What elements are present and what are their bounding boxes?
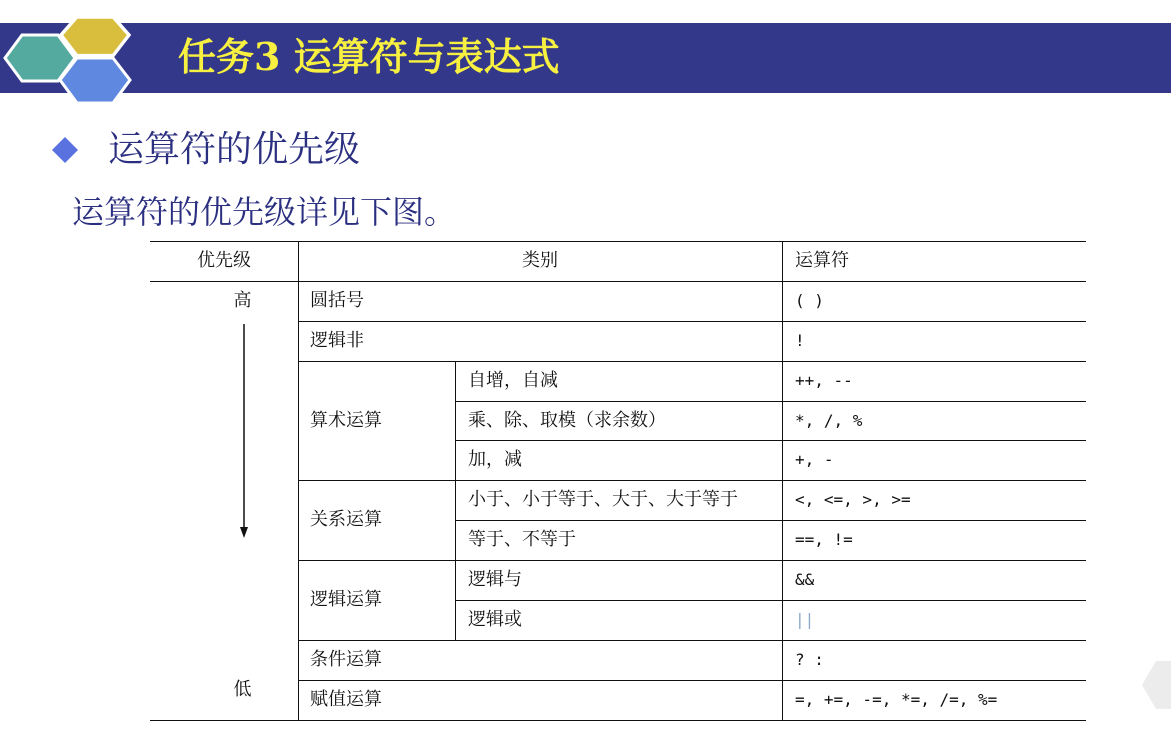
category-cell: 关系运算 xyxy=(310,509,382,530)
subcategory-cell: 加，减 xyxy=(468,449,522,470)
category-cell: 逻辑运算 xyxy=(310,589,382,610)
category-cell: 赋值运算 xyxy=(310,689,382,710)
diamond-bullet-icon xyxy=(52,137,78,163)
priority-low-label: 低 xyxy=(233,679,252,700)
hexagon-logo-icon xyxy=(0,0,145,110)
section-description: 运算符的优先级详见下图。 xyxy=(72,193,457,231)
operator-cell: && xyxy=(795,570,815,589)
category-cell: 逻辑非 xyxy=(310,330,364,351)
priority-high-label: 高 xyxy=(233,290,252,311)
operator-cell: =, +=, -=, *=, /=, %= xyxy=(795,690,998,709)
title-banner xyxy=(0,23,1171,93)
subcategory-cell: 逻辑与 xyxy=(468,569,522,590)
operator-cell: ! xyxy=(795,331,805,350)
operator-cell: +, - xyxy=(795,450,834,469)
category-cell: 条件运算 xyxy=(310,649,382,670)
operator-cell: ++, -- xyxy=(795,371,853,390)
slide-title: 任务3 运算符与表达式 xyxy=(178,34,560,79)
section-heading: 运算符的优先级 xyxy=(108,129,361,170)
header-operator: 运算符 xyxy=(795,250,849,271)
operator-cell: || xyxy=(795,610,815,629)
header-priority: 优先级 xyxy=(197,250,251,271)
subcategory-cell: 乘、除、取模（求余数） xyxy=(468,410,666,431)
precedence-table xyxy=(150,241,1086,721)
hexagon-decoration-icon xyxy=(1142,655,1171,715)
subcategory-cell: 小于、小于等于、大于、大于等于 xyxy=(468,489,738,510)
operator-cell: <, <=, >, >= xyxy=(795,490,911,509)
operator-cell: ==, != xyxy=(795,530,853,549)
subcategory-cell: 逻辑或 xyxy=(468,609,522,630)
header-category: 类别 xyxy=(522,250,558,271)
operator-cell: *, /, % xyxy=(795,411,863,430)
subcategory-cell: 等于、不等于 xyxy=(468,529,576,550)
subcategory-cell: 自增，自减 xyxy=(468,370,558,391)
category-cell: 算术运算 xyxy=(310,410,382,431)
operator-cell: ? : xyxy=(795,650,824,669)
operator-cell: ( ) xyxy=(795,291,824,310)
arrow-down-icon xyxy=(240,324,248,540)
category-cell: 圆括号 xyxy=(310,290,364,311)
